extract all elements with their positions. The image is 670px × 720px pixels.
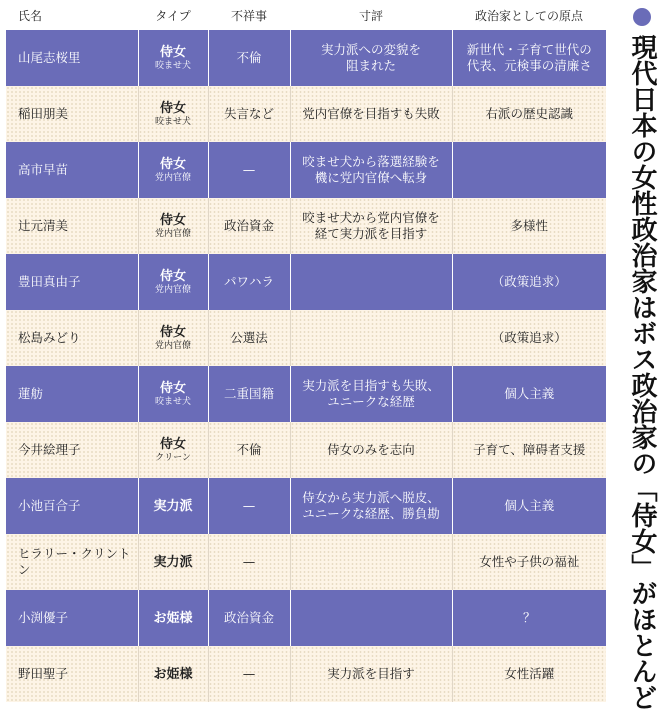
cell-review	[290, 30, 452, 86]
table-row	[6, 142, 606, 198]
cell-review	[290, 646, 452, 702]
origin-text: （政策追求）	[491, 330, 567, 345]
cell-origin	[452, 30, 606, 86]
cell-type	[138, 142, 208, 198]
cell-review	[290, 366, 452, 422]
subtype-label: クリーン	[155, 452, 191, 463]
cell-origin	[452, 142, 606, 198]
origin-text: 新世代・子育て世代の	[466, 42, 592, 57]
type-label: 侍女	[159, 44, 186, 60]
type-label: 侍女	[159, 156, 186, 172]
cell-type	[138, 590, 208, 646]
cell-review	[290, 254, 452, 310]
review-text: ユニークな経歴	[327, 394, 415, 409]
subtype-label: 咬ませ犬	[154, 60, 191, 71]
cell-scandal: 政治資金	[208, 590, 290, 646]
type-label: 実力派	[153, 498, 193, 514]
type-label: 侍女	[159, 268, 186, 284]
review-text: 経て実力派を目指す	[314, 226, 428, 241]
cell-type	[138, 198, 208, 254]
table-row	[6, 422, 606, 478]
type-label: お姫様	[153, 610, 193, 626]
type-label: 実力派	[153, 554, 193, 570]
cell-origin	[452, 366, 606, 422]
table-row	[6, 198, 606, 254]
table-header-row	[6, 0, 606, 30]
cell-scandal: 不倫	[208, 30, 290, 86]
cell-review	[290, 86, 452, 142]
cell-scandal: —	[208, 646, 290, 702]
subtype-label: 咬ませ犬	[154, 116, 191, 127]
cell-type	[138, 422, 208, 478]
cell-name: 蓮舫	[6, 366, 138, 422]
politicians-table-container	[6, 0, 606, 702]
cell-type	[138, 646, 208, 702]
origin-text: 女性活躍	[504, 666, 555, 681]
cell-review	[290, 422, 452, 478]
subtype-label: 党内官僚	[154, 228, 191, 239]
cell-name: 今井絵理子	[6, 422, 138, 478]
cell-origin	[452, 198, 606, 254]
headline-title: 現代日本の女性政治家はボス政治家の「侍女」がほとんど	[627, 34, 657, 710]
cell-name: 高市早苗	[6, 142, 138, 198]
subtype-label: 党内官僚	[154, 172, 191, 183]
origin-text: 右派の歴史認識	[485, 106, 573, 121]
cell-name: 豊田真由子	[6, 254, 138, 310]
cell-name: 松島みどり	[6, 310, 138, 366]
type-label: お姫様	[153, 666, 193, 682]
cell-review	[290, 310, 452, 366]
origin-text: 個人主義	[504, 386, 555, 401]
cell-origin	[452, 422, 606, 478]
subtype-label: 党内官僚	[154, 284, 191, 295]
review-text: 党内官僚を目指すも失敗	[302, 106, 440, 121]
header-name: 氏名	[6, 0, 138, 30]
origin-text: 多様性	[510, 218, 548, 233]
table-row	[6, 366, 606, 422]
table-row	[6, 310, 606, 366]
type-label: 侍女	[159, 100, 186, 116]
type-label: 侍女	[159, 436, 186, 452]
cell-scandal: パワハラ	[208, 254, 290, 310]
cell-scandal: —	[208, 142, 290, 198]
type-label: 侍女	[159, 212, 186, 228]
table-body	[6, 30, 606, 702]
cell-review	[290, 198, 452, 254]
origin-text: 個人主義	[504, 498, 555, 513]
cell-type	[138, 534, 208, 590]
cell-origin	[452, 254, 606, 310]
politicians-table	[6, 0, 606, 702]
cell-type	[138, 30, 208, 86]
cell-type	[138, 86, 208, 142]
subtype-label: 党内官僚	[154, 340, 191, 351]
cell-scandal: —	[208, 534, 290, 590]
subtype-label: 咬ませ犬	[154, 396, 191, 407]
cell-origin	[452, 534, 606, 590]
review-text: 侍女のみを志向	[327, 442, 415, 457]
cell-review	[290, 478, 452, 534]
cell-review	[290, 142, 452, 198]
cell-origin	[452, 478, 606, 534]
cell-origin	[452, 86, 606, 142]
cell-type	[138, 478, 208, 534]
review-text: 咬ませ犬から党内官僚を	[302, 210, 440, 225]
cell-review	[290, 534, 452, 590]
table-row	[6, 534, 606, 590]
header-scandal: 不祥事	[208, 0, 290, 30]
review-text: 実力派を目指すも失敗、	[302, 378, 440, 393]
origin-text: （政策追求）	[491, 274, 567, 289]
cell-scandal: —	[208, 478, 290, 534]
cell-origin	[452, 310, 606, 366]
review-text: ユニークな経歴、勝負勘	[302, 506, 440, 521]
headline-area	[622, 8, 662, 710]
cell-name: 小渕優子	[6, 590, 138, 646]
cell-type	[138, 254, 208, 310]
table-row	[6, 646, 606, 702]
type-label: 侍女	[159, 324, 186, 340]
cell-scandal: 二重国籍	[208, 366, 290, 422]
origin-text: 代表、元検事の清廉さ	[466, 58, 592, 73]
origin-text: ？	[522, 610, 536, 625]
origin-text: 子育て、障碍者支援	[473, 442, 586, 457]
cell-scandal: 公選法	[208, 310, 290, 366]
cell-type	[138, 366, 208, 422]
cell-name: 野田聖子	[6, 646, 138, 702]
type-label: 侍女	[159, 380, 186, 396]
cell-name: 稲田朋美	[6, 86, 138, 142]
review-text: 実力派を目指す	[327, 666, 415, 681]
cell-name: 小池百合子	[6, 478, 138, 534]
cell-review	[290, 590, 452, 646]
table-row	[6, 254, 606, 310]
cell-scandal: 政治資金	[208, 198, 290, 254]
review-text: 実力派への変貌を	[320, 42, 421, 57]
table-row	[6, 478, 606, 534]
table-row	[6, 86, 606, 142]
header-origin: 政治家としての原点	[452, 0, 606, 30]
table-row	[6, 590, 606, 646]
review-text: 咬ませ犬から落選経験を	[302, 154, 440, 169]
table-row	[6, 30, 606, 86]
header-review: 寸評	[290, 0, 452, 30]
review-text: 侍女から実力派へ脱皮、	[302, 490, 440, 505]
cell-type	[138, 310, 208, 366]
cell-origin	[452, 646, 606, 702]
header-type: タイプ	[138, 0, 208, 30]
cell-scandal: 失言など	[208, 86, 290, 142]
review-text: 機に党内官僚へ転身	[314, 170, 428, 185]
cell-origin	[452, 590, 606, 646]
review-text: 阻まれた	[345, 58, 396, 73]
bullet-icon	[633, 8, 651, 26]
cell-name: 山尾志桜里	[6, 30, 138, 86]
cell-name: ヒラリー・クリントン	[6, 534, 138, 590]
cell-name: 辻元清美	[6, 198, 138, 254]
origin-text: 女性や子供の福祉	[479, 554, 580, 569]
cell-scandal: 不倫	[208, 422, 290, 478]
